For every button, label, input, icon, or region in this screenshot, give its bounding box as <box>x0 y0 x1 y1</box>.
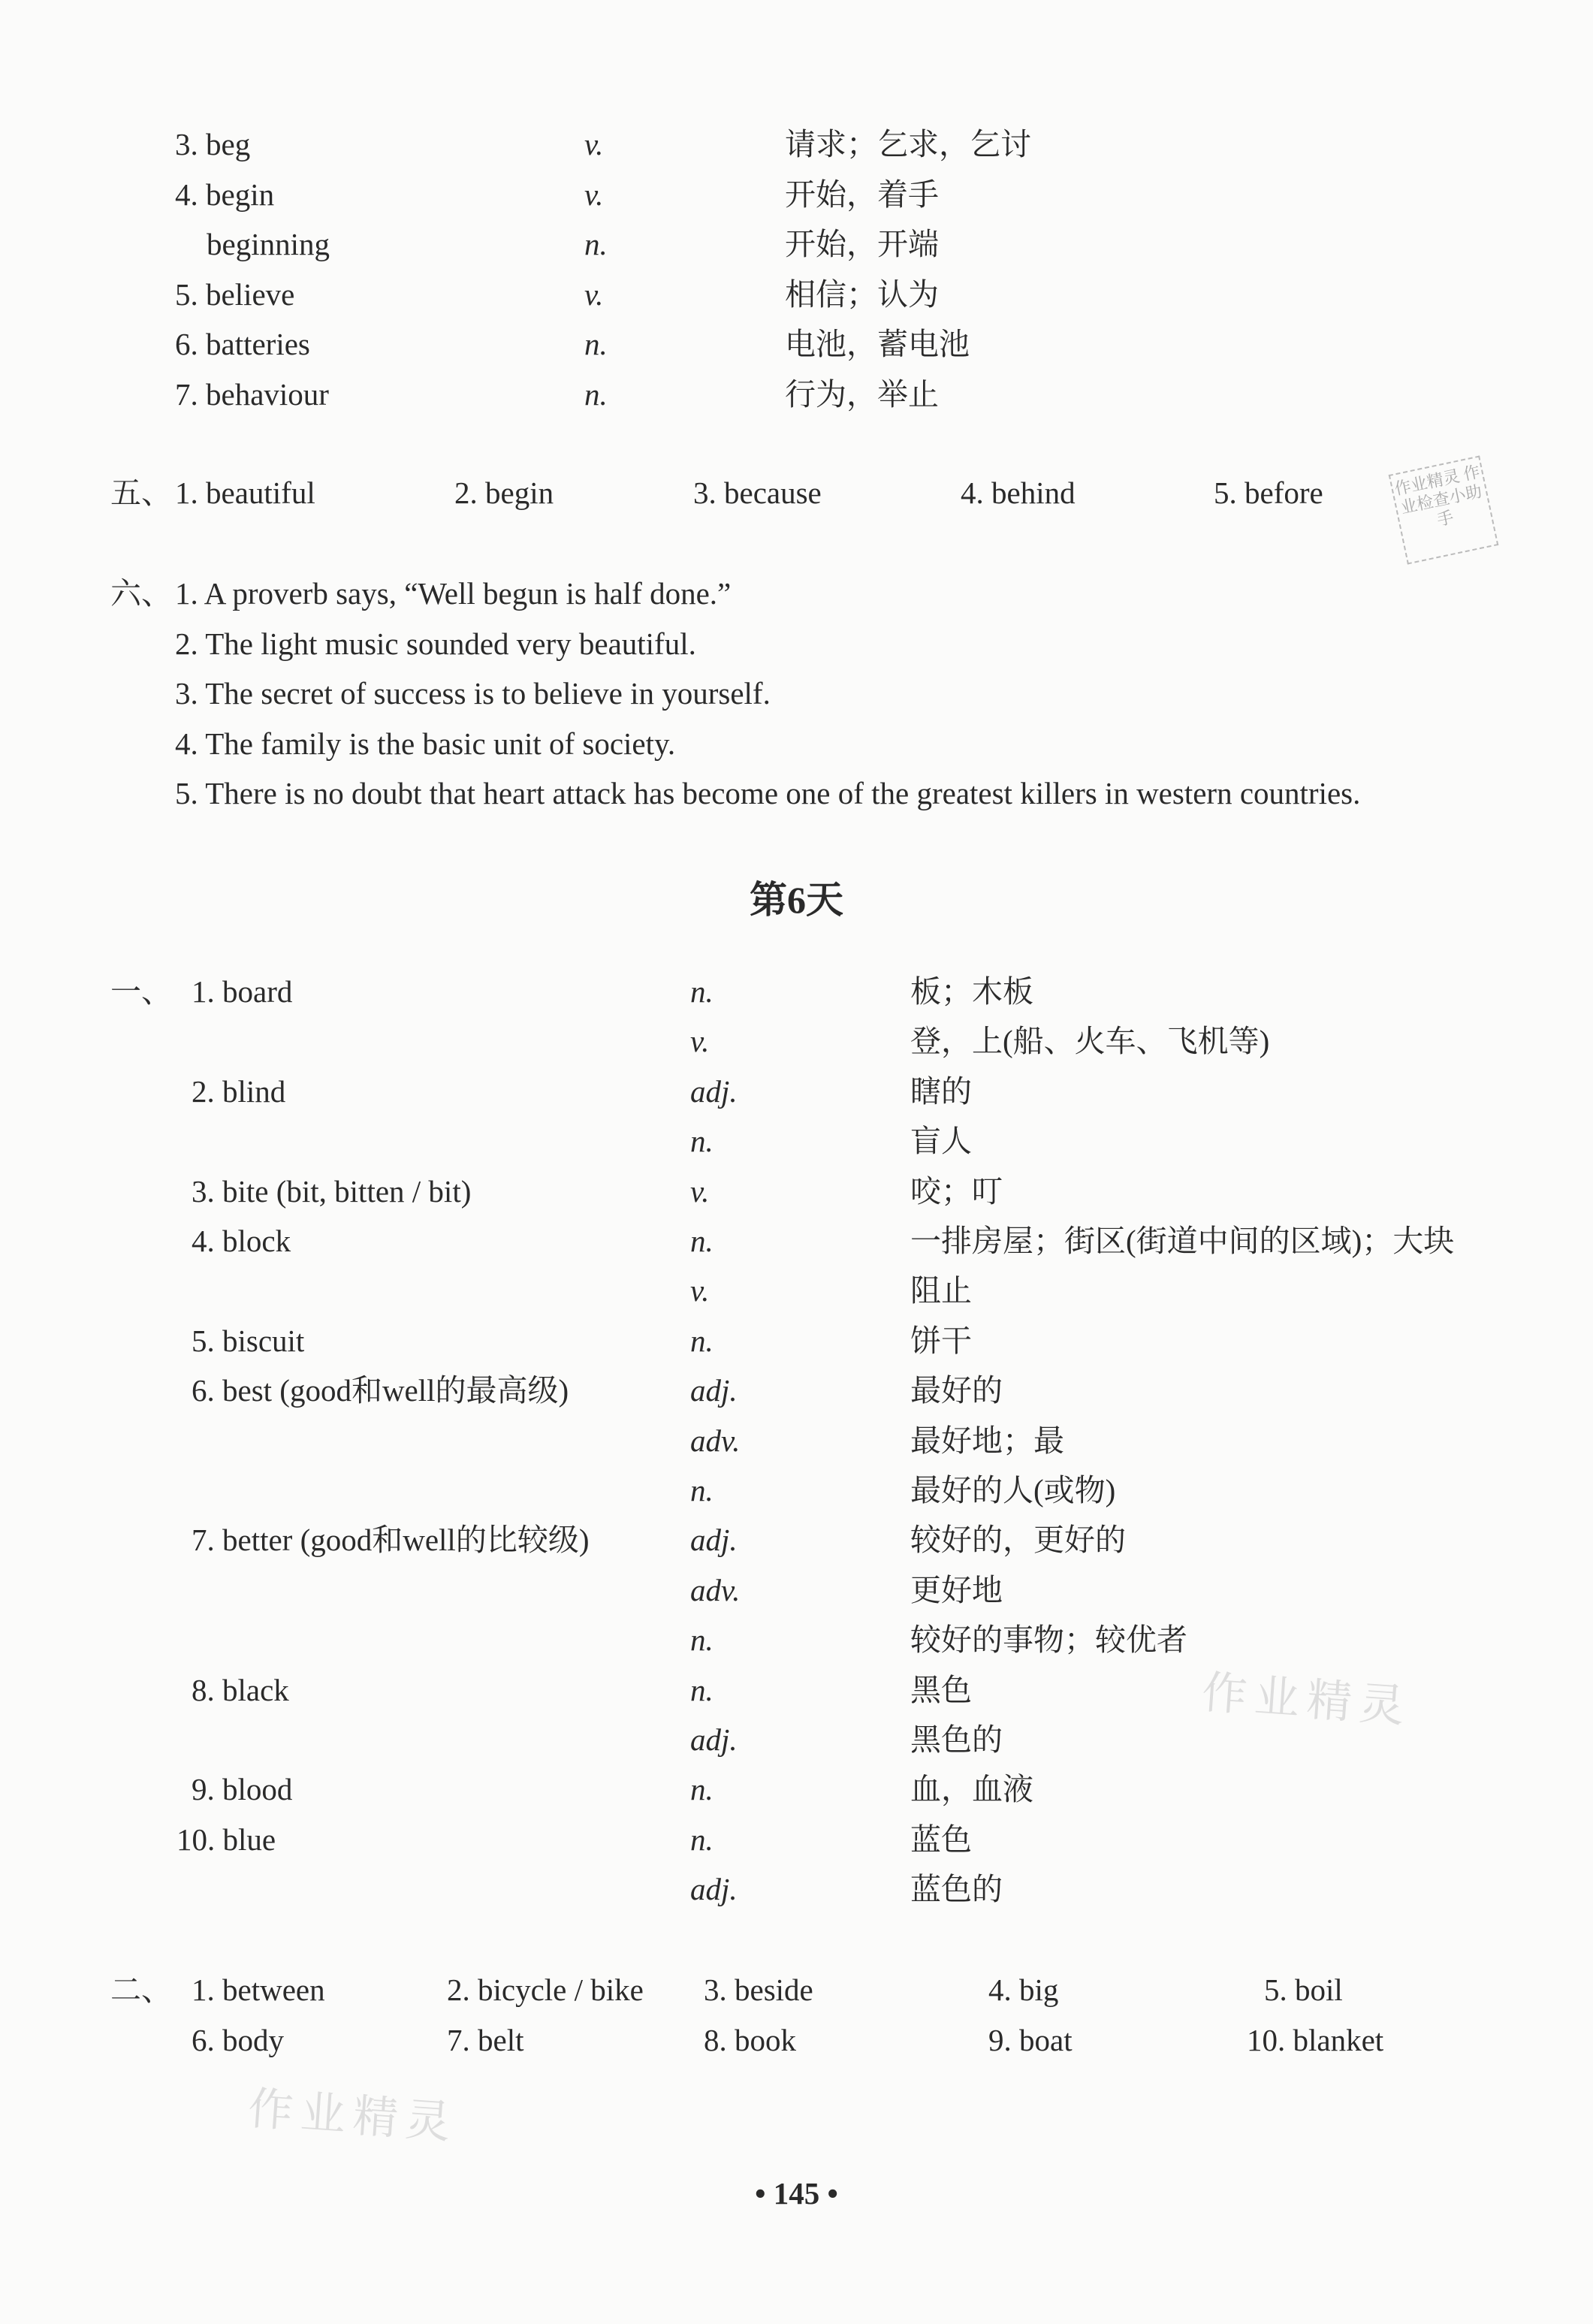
answer-item: 2. begin <box>454 475 554 510</box>
answer-sentence: 1. A proverb says, “Well begun is half done.” <box>175 576 732 611</box>
vocab-word: 4. block <box>192 1224 291 1258</box>
vocab-pos: v. <box>690 1273 710 1308</box>
vocab-word: 8. black <box>192 1672 289 1707</box>
section-label: 六、 <box>110 576 172 611</box>
vocab-pos: n. <box>690 1772 714 1807</box>
vocab-word: 9. blood <box>192 1772 293 1807</box>
section-label: 二、 <box>110 1972 172 2007</box>
vocab-pos: v. <box>584 127 604 161</box>
vocab-meaning: 血，血液 <box>910 1772 1033 1807</box>
vocab-meaning: 行为，举止 <box>785 376 939 412</box>
vocab-meaning: 板；木板 <box>910 974 1033 1009</box>
vocab-pos: v. <box>690 1024 710 1059</box>
answer-item: 4. behind <box>961 475 1076 510</box>
vocab-meaning: 较好的事物；较优者 <box>910 1622 1187 1658</box>
answer-sentence: 5. There is no doubt that heart attack has become one of the greatest killers in western countries. <box>175 776 1361 810</box>
watermark-stamp: 作业精灵 作业检查小助手 <box>1389 455 1499 564</box>
vocab-meaning: 饼干 <box>910 1323 972 1358</box>
vocab-pos: v. <box>584 177 604 212</box>
answer-item: 8. book <box>704 2023 796 2057</box>
answer-item: 5. before <box>1214 475 1323 510</box>
vocab-meaning: 最好地；最 <box>910 1423 1064 1458</box>
vocab-pos: adv. <box>690 1572 741 1607</box>
vocab-word: 10. blue <box>176 1821 276 1857</box>
day-title: 第6天 <box>750 879 843 921</box>
vocab-meaning: 相信；认为 <box>785 276 939 312</box>
vocab-word: 2. blind <box>192 1073 286 1109</box>
vocab-pos: n. <box>690 1124 714 1159</box>
vocab-pos: v. <box>690 1173 710 1209</box>
watermark: 作业精灵 <box>1200 1668 1413 1732</box>
answer-item: 2. bicycle / bike <box>447 1972 644 2007</box>
vocab-word: 5. biscuit <box>192 1323 305 1358</box>
vocab-meaning: 最好的人(或物) <box>910 1473 1116 1508</box>
answer-item: 1. between <box>192 1972 325 2007</box>
vocab-word: 6. batteries <box>175 327 310 361</box>
vocab-meaning: 黑色的 <box>910 1722 1003 1757</box>
vocab-pos: adj. <box>690 1722 738 1757</box>
vocab-pos: n. <box>690 1622 714 1658</box>
vocab-meaning: 蓝色的 <box>910 1872 1003 1907</box>
vocab-pos: n. <box>584 227 608 261</box>
watermark: 作业精灵 <box>246 2084 460 2148</box>
vocab-pos: adj. <box>690 1073 738 1109</box>
vocab-pos: adj. <box>690 1373 738 1408</box>
answer-item: 3. because <box>693 475 822 510</box>
answer-item: 9. boat <box>988 2023 1073 2057</box>
answer-item: 4. big <box>988 1972 1059 2007</box>
vocab-pos: adj. <box>690 1872 738 1907</box>
vocab-pos: n. <box>690 1821 714 1857</box>
vocab-meaning: 请求；乞求，乞讨 <box>785 127 1031 161</box>
vocab-meaning: 咬；叮 <box>910 1173 1003 1209</box>
answer-item: 1. beautiful <box>175 475 315 510</box>
vocab-word: 3. bite (bit, bitten / bit) <box>192 1173 472 1209</box>
vocab-pos: n. <box>690 1224 714 1258</box>
vocab-word: 4. begin <box>175 177 275 212</box>
vocab-pos: n. <box>584 376 608 412</box>
vocab-word: 7. better (good和well的比较级) <box>192 1523 590 1558</box>
vocab-meaning: 开始，着手 <box>785 177 939 212</box>
section-label: 五、 <box>110 475 172 510</box>
vocab-meaning: 最好的 <box>910 1373 1003 1408</box>
answer-item: 3. beside <box>704 1972 813 2007</box>
vocab-pos: n. <box>690 1323 714 1358</box>
answer-sentence: 3. The secret of success is to believe in yourself. <box>175 676 771 711</box>
vocab-word: 6. best (good和well的最高级) <box>192 1373 569 1408</box>
vocab-pos: n. <box>690 1672 714 1707</box>
vocab-pos: n. <box>584 327 608 361</box>
vocab-word: 5. believe <box>175 276 295 312</box>
vocab-word: 1. board <box>192 974 293 1009</box>
vocab-meaning: 阻止 <box>910 1273 972 1308</box>
vocab-word: beginning <box>207 227 330 261</box>
vocab-pos: adv. <box>690 1423 741 1458</box>
vocab-meaning: 蓝色 <box>910 1821 972 1857</box>
vocab-meaning: 更好地 <box>910 1572 1003 1607</box>
vocab-meaning: 开始，开端 <box>785 227 939 261</box>
vocab-word: 3. beg <box>175 127 251 161</box>
vocab-meaning: 电池，蓄电池 <box>785 327 970 361</box>
vocab-pos: n. <box>690 1473 714 1508</box>
vocab-meaning: 一排房屋；街区(街道中间的区域)；大块 <box>910 1224 1455 1258</box>
answer-item: 6. body <box>192 2023 284 2057</box>
vocab-pos: v. <box>584 276 604 312</box>
page-number: • 145 • <box>755 2176 838 2211</box>
vocab-pos: n. <box>690 974 714 1009</box>
answer-item: 5. boil <box>1264 1972 1343 2007</box>
answer-item: 10. blanket <box>1247 2023 1384 2057</box>
vocab-meaning: 盲人 <box>910 1124 972 1159</box>
vocab-pos: adj. <box>690 1523 738 1558</box>
answer-item: 7. belt <box>447 2023 524 2057</box>
answer-sentence: 2. The light music sounded very beautiful. <box>175 626 696 661</box>
vocab-word: 7. behaviour <box>175 376 329 412</box>
vocab-meaning: 黑色 <box>910 1672 972 1707</box>
answer-sentence: 4. The family is the basic unit of society. <box>175 726 676 761</box>
vocab-meaning: 瞎的 <box>910 1073 972 1109</box>
section-label: 一、 <box>110 974 172 1009</box>
vocab-meaning: 较好的，更好的 <box>910 1523 1126 1558</box>
vocab-meaning: 登，上(船、火车、飞机等) <box>910 1024 1270 1059</box>
